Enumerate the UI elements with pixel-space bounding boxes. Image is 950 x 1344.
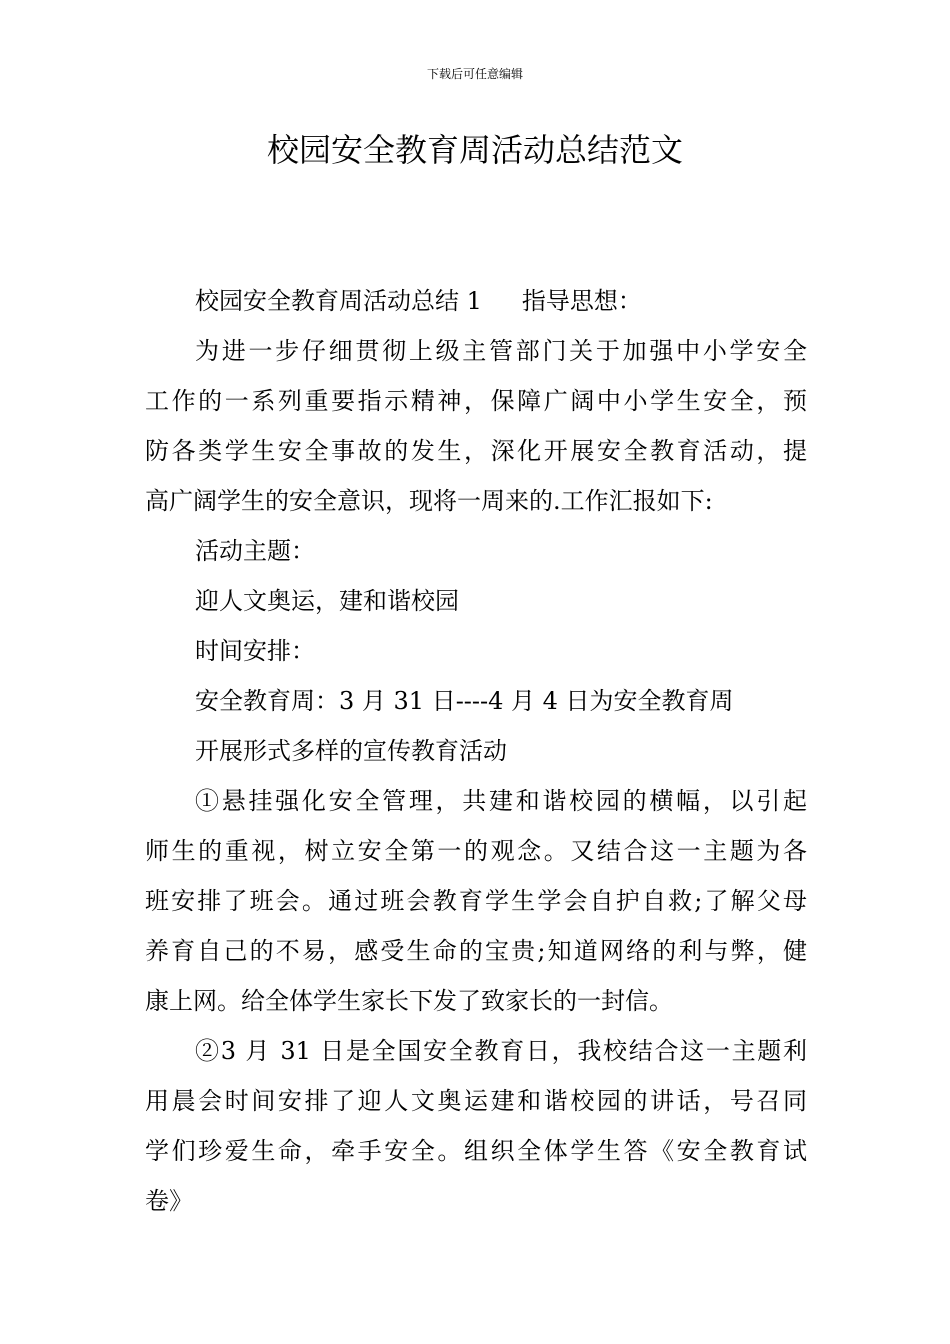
item2-line: ②3 月 31 日是全国安全教育日，我校结合这一主题利 (195, 1037, 807, 1065)
header-note: 下载后可任意编辑 (426, 67, 523, 81)
section-heading-line (145, 276, 807, 326)
item1-line: 养育自己的不易，感受生命的宝贵;知道网络的利与弊，健 (145, 937, 807, 965)
paragraph1-line: 防各类学生安全事故的发生，深化开展安全教育活动，提 (145, 437, 807, 465)
item1-line: 师生的重视，树立安全第一的观念。又结合这一主题为各 (145, 837, 807, 865)
item2-line: 卷》 (145, 1187, 193, 1215)
paragraph1-line: 高广阔学生的安全意识，现将一周来的.工作汇报如下: (145, 487, 713, 515)
item1-line: 康上网。给全体学生家长下发了致家长的一封信。 (145, 987, 673, 1015)
document-title: 校园安全教育周活动总结范文 (266, 131, 683, 169)
activities-label: 开展形式多样的宣传教育活动 (195, 737, 507, 765)
item2-line: 用晨会时间安排了迎人文奥运建和谐校园的讲话，号召同 (145, 1087, 807, 1115)
activity-theme-label: 活动主题： (195, 537, 315, 565)
paragraph1-line: 为进一步仔细贯彻上级主管部门关于加强中小学安全 (195, 337, 807, 365)
section-heading: 校园安全教育周活动总结 1 (195, 287, 482, 315)
document-body (145, 276, 807, 1226)
paragraph1-line: 工作的一系列重要指示精神，保障广阔中小学生安全，预 (145, 387, 807, 415)
item1-line: ①悬挂强化安全管理，共建和谐校园的横幅，以引起 (195, 787, 807, 815)
schedule-text: 安全教育周：3 月 31 日----4 月 4 日为安全教育周 (195, 687, 734, 715)
guiding-label: 指导思想： (521, 287, 642, 315)
item2-line: 学们珍爱生命，牵手安全。组织全体学生答《安全教育试 (145, 1137, 807, 1165)
activity-theme: 迎人文奥运，建和谐校园 (195, 587, 459, 615)
item1-line: 班安排了班会。通过班会教育学生学会自护自救;了解父母 (145, 887, 807, 915)
schedule-label: 时间安排： (195, 637, 315, 665)
